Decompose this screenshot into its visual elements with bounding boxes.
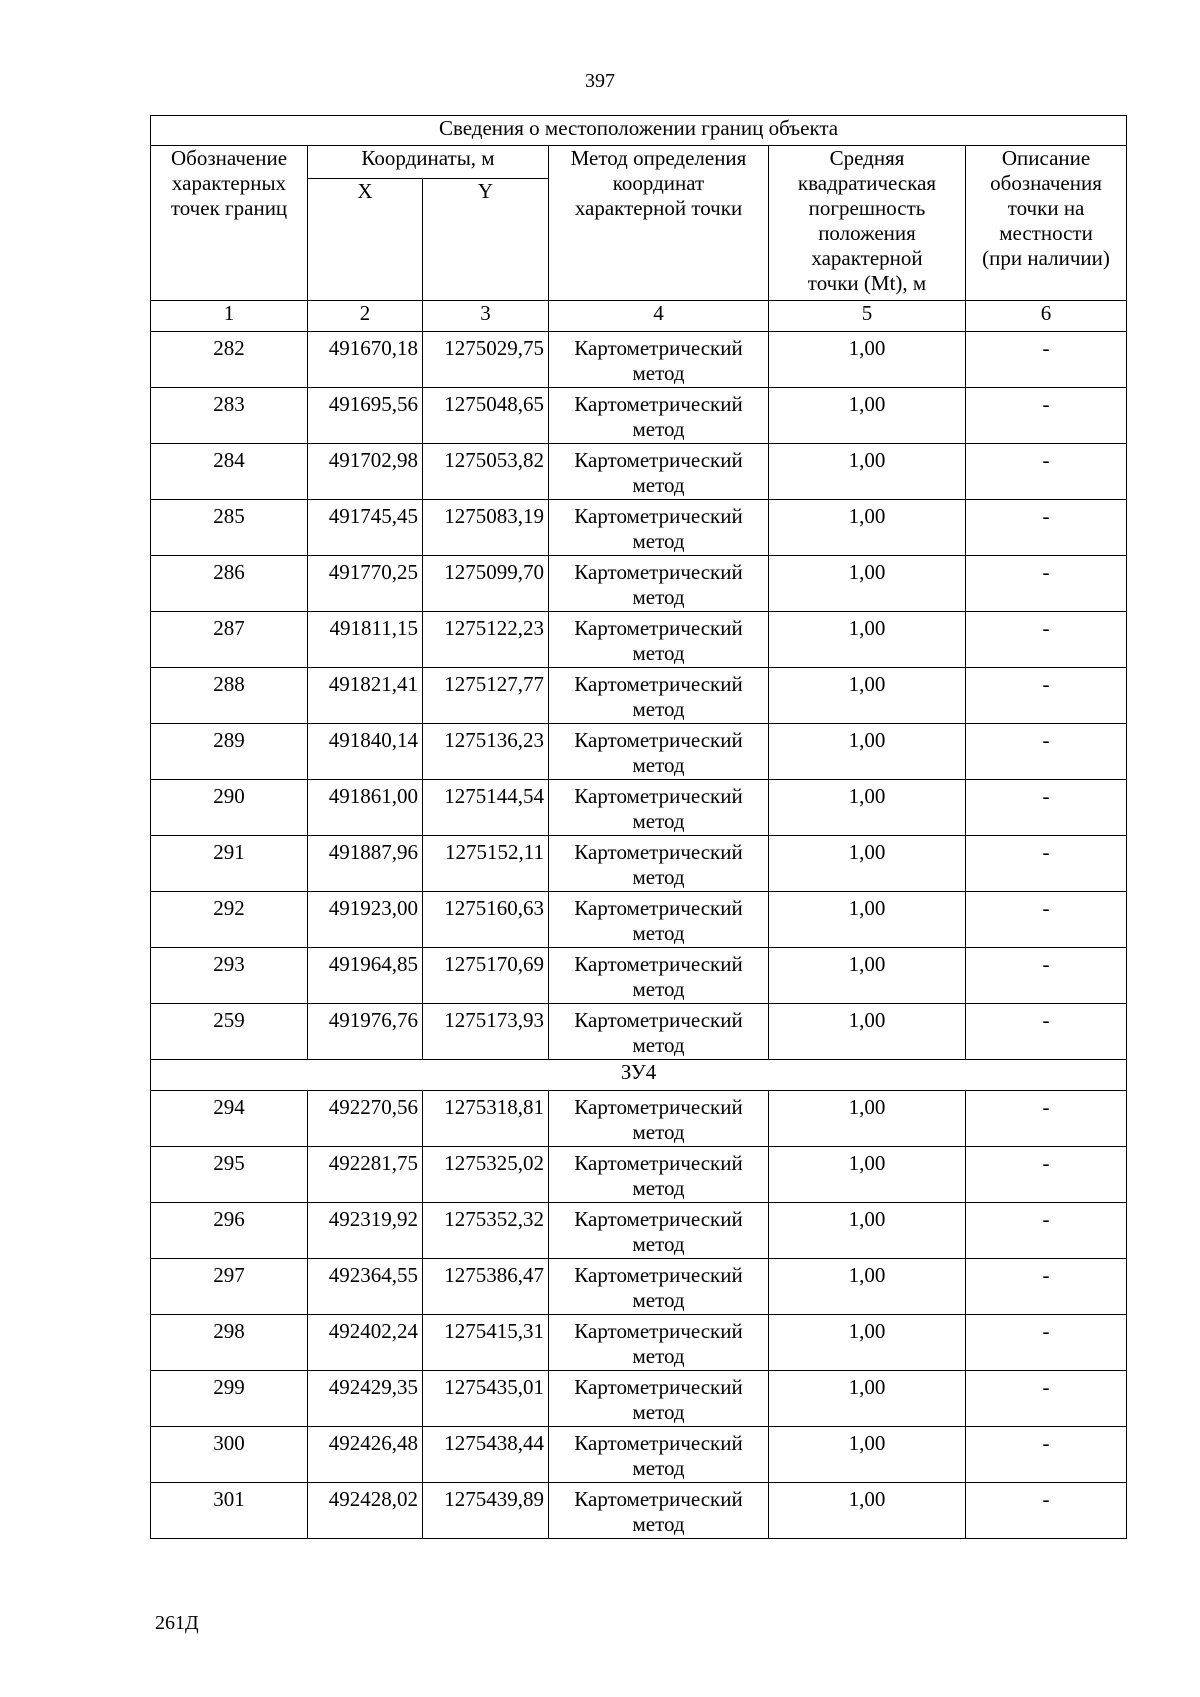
method-line-2: метод bbox=[632, 1176, 685, 1200]
point-number: 299 bbox=[151, 1371, 308, 1427]
coordinate-x: 491702,98 bbox=[308, 444, 423, 500]
table-row bbox=[151, 836, 1127, 892]
table-row bbox=[151, 1371, 1127, 1427]
page-number: 397 bbox=[585, 70, 615, 92]
coordinate-x: 492281,75 bbox=[308, 1147, 423, 1203]
method-line-2: метод bbox=[632, 1400, 685, 1424]
coordinate-y: 1275083,19 bbox=[423, 500, 549, 556]
header-coordinates: Координаты, м bbox=[308, 146, 549, 179]
error-value: 1,00 bbox=[769, 1147, 966, 1203]
description-value: - bbox=[966, 1203, 1127, 1259]
table-row bbox=[151, 1427, 1127, 1483]
coordinate-x: 491976,76 bbox=[308, 1004, 423, 1060]
column-number-row bbox=[151, 301, 1127, 332]
coordinate-x: 492429,35 bbox=[308, 1371, 423, 1427]
table-title-row bbox=[151, 116, 1127, 146]
method-line-2: метод bbox=[632, 753, 685, 777]
method-line-2: метод bbox=[632, 1344, 685, 1368]
method-line-1: Картометрический bbox=[574, 616, 743, 640]
point-number: 290 bbox=[151, 780, 308, 836]
section-label: ЗУ4 bbox=[151, 1060, 1127, 1091]
error-value: 1,00 bbox=[769, 1427, 966, 1483]
method-line-1: Картометрический bbox=[574, 784, 743, 808]
coordinate-x: 492270,56 bbox=[308, 1091, 423, 1147]
table-row bbox=[151, 332, 1127, 388]
error-value: 1,00 bbox=[769, 332, 966, 388]
description-value: - bbox=[966, 1259, 1127, 1315]
error-value: 1,00 bbox=[769, 1371, 966, 1427]
point-number: 284 bbox=[151, 444, 308, 500]
coordinate-y: 1275325,02 bbox=[423, 1147, 549, 1203]
error-value: 1,00 bbox=[769, 836, 966, 892]
error-value: 1,00 bbox=[769, 1259, 966, 1315]
error-value: 1,00 bbox=[769, 1004, 966, 1060]
method-cell bbox=[549, 1259, 769, 1315]
method-line-2: метод bbox=[632, 865, 685, 889]
description-value: - bbox=[966, 948, 1127, 1004]
section-row bbox=[151, 1060, 1127, 1091]
column-number: 5 bbox=[769, 301, 966, 332]
table-row bbox=[151, 668, 1127, 724]
coordinate-y: 1275170,69 bbox=[423, 948, 549, 1004]
table-row bbox=[151, 1147, 1127, 1203]
method-line-2: метод bbox=[632, 473, 685, 497]
description-value: - bbox=[966, 1147, 1127, 1203]
method-line-1: Картометрический bbox=[574, 672, 743, 696]
coordinate-x: 492319,92 bbox=[308, 1203, 423, 1259]
method-cell bbox=[549, 780, 769, 836]
method-line-1: Картометрический bbox=[574, 1263, 743, 1287]
coordinate-y: 1275415,31 bbox=[423, 1315, 549, 1371]
method-line-1: Картометрический bbox=[574, 1207, 743, 1231]
coordinate-y: 1275127,77 bbox=[423, 668, 549, 724]
header-row-primary bbox=[151, 146, 1127, 179]
table-row bbox=[151, 1004, 1127, 1060]
method-cell bbox=[549, 836, 769, 892]
coordinate-x: 491670,18 bbox=[308, 332, 423, 388]
coordinate-y: 1275435,01 bbox=[423, 1371, 549, 1427]
coordinate-x: 491821,41 bbox=[308, 668, 423, 724]
point-number: 286 bbox=[151, 556, 308, 612]
method-line-1: Картометрический bbox=[574, 1095, 743, 1119]
point-number: 291 bbox=[151, 836, 308, 892]
method-line-2: метод bbox=[632, 977, 685, 1001]
method-line-1: Картометрический bbox=[574, 1319, 743, 1343]
coordinate-x: 491887,96 bbox=[308, 836, 423, 892]
method-cell bbox=[549, 388, 769, 444]
header-description: Описание обозначения точки на местности (при наличии) bbox=[966, 146, 1127, 301]
coordinate-x: 491695,56 bbox=[308, 388, 423, 444]
method-cell bbox=[549, 724, 769, 780]
description-value: - bbox=[966, 612, 1127, 668]
boundary-coordinates-table bbox=[150, 115, 1127, 1539]
table-body bbox=[151, 116, 1127, 1539]
error-value: 1,00 bbox=[769, 1203, 966, 1259]
error-value: 1,00 bbox=[769, 612, 966, 668]
method-cell bbox=[549, 1004, 769, 1060]
method-line-2: метод bbox=[632, 1120, 685, 1144]
description-value: - bbox=[966, 668, 1127, 724]
method-cell bbox=[549, 668, 769, 724]
method-line-1: Картометрический bbox=[574, 392, 743, 416]
coordinate-x: 491840,14 bbox=[308, 724, 423, 780]
description-value: - bbox=[966, 1091, 1127, 1147]
point-number: 294 bbox=[151, 1091, 308, 1147]
error-value: 1,00 bbox=[769, 1091, 966, 1147]
column-number: 1 bbox=[151, 301, 308, 332]
coordinate-x: 492402,24 bbox=[308, 1315, 423, 1371]
column-number: 4 bbox=[549, 301, 769, 332]
table-row bbox=[151, 1315, 1127, 1371]
point-number: 287 bbox=[151, 612, 308, 668]
table-row bbox=[151, 500, 1127, 556]
method-cell bbox=[549, 1315, 769, 1371]
method-cell bbox=[549, 444, 769, 500]
error-value: 1,00 bbox=[769, 388, 966, 444]
method-line-2: метод bbox=[632, 417, 685, 441]
column-number: 3 bbox=[423, 301, 549, 332]
coordinate-y: 1275144,54 bbox=[423, 780, 549, 836]
method-cell bbox=[549, 1147, 769, 1203]
coordinate-y: 1275352,32 bbox=[423, 1203, 549, 1259]
point-number: 288 bbox=[151, 668, 308, 724]
coordinate-y: 1275029,75 bbox=[423, 332, 549, 388]
method-line-2: метод bbox=[632, 1456, 685, 1480]
point-number: 283 bbox=[151, 388, 308, 444]
method-line-1: Картометрический bbox=[574, 952, 743, 976]
description-value: - bbox=[966, 1371, 1127, 1427]
coordinate-y: 1275438,44 bbox=[423, 1427, 549, 1483]
method-cell bbox=[549, 892, 769, 948]
error-value: 1,00 bbox=[769, 724, 966, 780]
description-value: - bbox=[966, 556, 1127, 612]
method-line-1: Картометрический bbox=[574, 1431, 743, 1455]
error-value: 1,00 bbox=[769, 948, 966, 1004]
method-line-2: метод bbox=[632, 1033, 685, 1057]
error-value: 1,00 bbox=[769, 1483, 966, 1539]
point-number: 301 bbox=[151, 1483, 308, 1539]
description-value: - bbox=[966, 1483, 1127, 1539]
header-error: Средняя квадратическая погрешность положения характерной точки (Mt), м bbox=[769, 146, 966, 301]
description-value: - bbox=[966, 1315, 1127, 1371]
point-number: 282 bbox=[151, 332, 308, 388]
method-line-2: метод bbox=[632, 697, 685, 721]
point-number: 293 bbox=[151, 948, 308, 1004]
coordinate-x: 492364,55 bbox=[308, 1259, 423, 1315]
description-value: - bbox=[966, 332, 1127, 388]
method-cell bbox=[549, 332, 769, 388]
method-line-2: метод bbox=[632, 1512, 685, 1536]
table-row bbox=[151, 556, 1127, 612]
coordinate-x: 491811,15 bbox=[308, 612, 423, 668]
method-cell bbox=[549, 1371, 769, 1427]
coordinate-y: 1275152,11 bbox=[423, 836, 549, 892]
coordinate-x: 491745,45 bbox=[308, 500, 423, 556]
coordinate-y: 1275173,93 bbox=[423, 1004, 549, 1060]
description-value: - bbox=[966, 780, 1127, 836]
method-line-1: Картометрический bbox=[574, 448, 743, 472]
method-line-1: Картометрический bbox=[574, 1008, 743, 1032]
method-line-1: Картометрический bbox=[574, 896, 743, 920]
table-row bbox=[151, 780, 1127, 836]
coordinate-y: 1275136,23 bbox=[423, 724, 549, 780]
error-value: 1,00 bbox=[769, 780, 966, 836]
description-value: - bbox=[966, 1427, 1127, 1483]
description-value: - bbox=[966, 1004, 1127, 1060]
table-row bbox=[151, 948, 1127, 1004]
description-value: - bbox=[966, 444, 1127, 500]
point-number: 300 bbox=[151, 1427, 308, 1483]
method-line-1: Картометрический bbox=[574, 1487, 743, 1511]
point-number: 296 bbox=[151, 1203, 308, 1259]
method-line-2: метод bbox=[632, 809, 685, 833]
column-number: 2 bbox=[308, 301, 423, 332]
table-row bbox=[151, 892, 1127, 948]
column-number: 6 bbox=[966, 301, 1127, 332]
table-row bbox=[151, 612, 1127, 668]
method-cell bbox=[549, 612, 769, 668]
coordinate-y: 1275122,23 bbox=[423, 612, 549, 668]
table-row bbox=[151, 724, 1127, 780]
method-line-1: Картометрический bbox=[574, 504, 743, 528]
method-cell bbox=[549, 948, 769, 1004]
method-line-2: метод bbox=[632, 921, 685, 945]
coordinate-y: 1275099,70 bbox=[423, 556, 549, 612]
point-number: 297 bbox=[151, 1259, 308, 1315]
error-value: 1,00 bbox=[769, 500, 966, 556]
description-value: - bbox=[966, 724, 1127, 780]
method-cell bbox=[549, 1483, 769, 1539]
point-number: 298 bbox=[151, 1315, 308, 1371]
method-line-1: Картометрический bbox=[574, 840, 743, 864]
method-line-1: Картометрический bbox=[574, 1375, 743, 1399]
coordinate-y: 1275048,65 bbox=[423, 388, 549, 444]
method-line-2: метод bbox=[632, 1232, 685, 1256]
description-value: - bbox=[966, 388, 1127, 444]
method-cell bbox=[549, 1427, 769, 1483]
method-cell bbox=[549, 500, 769, 556]
coordinate-x: 491861,00 bbox=[308, 780, 423, 836]
method-line-2: метод bbox=[632, 529, 685, 553]
coordinate-y: 1275053,82 bbox=[423, 444, 549, 500]
coordinate-x: 492426,48 bbox=[308, 1427, 423, 1483]
table-row bbox=[151, 444, 1127, 500]
point-number: 259 bbox=[151, 1004, 308, 1060]
header-point-designation: Обозначение характерных точек границ bbox=[151, 146, 308, 301]
point-number: 289 bbox=[151, 724, 308, 780]
coordinate-x: 491964,85 bbox=[308, 948, 423, 1004]
description-value: - bbox=[966, 500, 1127, 556]
coordinate-x: 491923,00 bbox=[308, 892, 423, 948]
method-cell bbox=[549, 1091, 769, 1147]
method-line-2: метод bbox=[632, 361, 685, 385]
table-title: Сведения о местоположении границ объекта bbox=[151, 116, 1127, 146]
point-number: 292 bbox=[151, 892, 308, 948]
method-cell bbox=[549, 556, 769, 612]
method-line-2: метод bbox=[632, 585, 685, 609]
header-method: Метод определения координат характерной точки bbox=[549, 146, 769, 301]
coordinate-y: 1275386,47 bbox=[423, 1259, 549, 1315]
error-value: 1,00 bbox=[769, 1315, 966, 1371]
method-line-1: Картометрический bbox=[574, 728, 743, 752]
method-line-2: метод bbox=[632, 641, 685, 665]
point-number: 285 bbox=[151, 500, 308, 556]
error-value: 1,00 bbox=[769, 892, 966, 948]
table-row bbox=[151, 1091, 1127, 1147]
header-x: X bbox=[308, 179, 423, 301]
error-value: 1,00 bbox=[769, 444, 966, 500]
header-y: Y bbox=[423, 179, 549, 301]
coordinate-y: 1275160,63 bbox=[423, 892, 549, 948]
coordinate-x: 491770,25 bbox=[308, 556, 423, 612]
table-row bbox=[151, 1203, 1127, 1259]
point-number: 295 bbox=[151, 1147, 308, 1203]
description-value: - bbox=[966, 836, 1127, 892]
table-row bbox=[151, 388, 1127, 444]
coordinate-y: 1275439,89 bbox=[423, 1483, 549, 1539]
table-row bbox=[151, 1259, 1127, 1315]
method-line-2: метод bbox=[632, 1288, 685, 1312]
method-cell bbox=[549, 1203, 769, 1259]
coordinate-x: 492428,02 bbox=[308, 1483, 423, 1539]
error-value: 1,00 bbox=[769, 556, 966, 612]
description-value: - bbox=[966, 892, 1127, 948]
method-line-1: Картометрический bbox=[574, 560, 743, 584]
footer-code: 261Д bbox=[155, 1612, 199, 1634]
coordinate-y: 1275318,81 bbox=[423, 1091, 549, 1147]
method-line-1: Картометрический bbox=[574, 1151, 743, 1175]
error-value: 1,00 bbox=[769, 668, 966, 724]
method-line-1: Картометрический bbox=[574, 336, 743, 360]
table-row bbox=[151, 1483, 1127, 1539]
